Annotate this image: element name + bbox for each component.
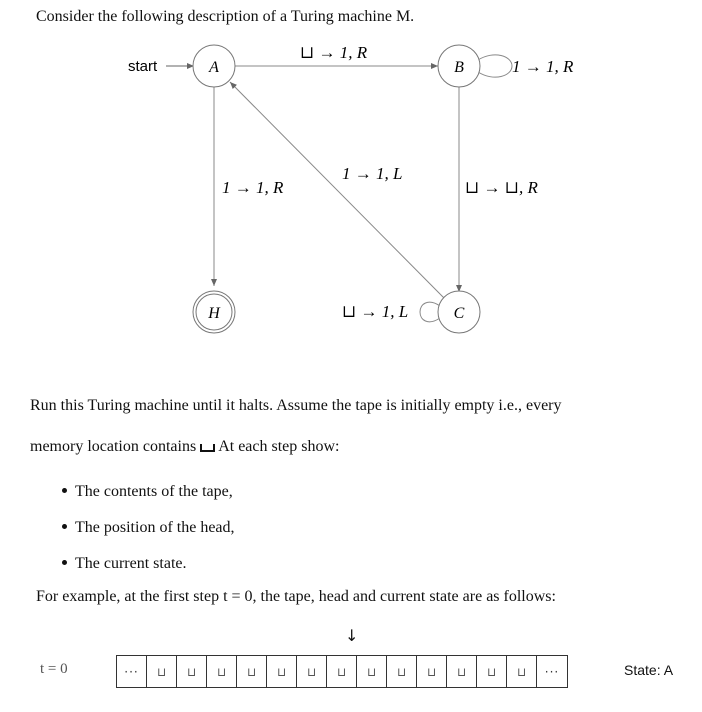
time-label: t = 0 [40,661,68,677]
state-a-label: A [209,59,219,76]
tape-cell: ··· [117,656,147,687]
tape-cell: ··· [544,664,560,679]
label-c-to-a: 1 → 1, L [342,164,403,183]
bullet-item [62,483,233,501]
bullet-dot-icon [62,524,67,529]
tape-cell: ⊔ [357,656,387,687]
tape-cell: ⊔ [387,656,417,687]
state-c-label: C [453,305,465,322]
instruction-line-2-end: At each step show: [218,438,340,455]
blank-symbol-icon [200,444,215,452]
loop-b [478,55,512,77]
state-b-label: B [454,59,464,76]
instruction-line-1: Run this Turing machine until it halts. Assume the tape is initially empty i.e., every [30,397,562,414]
loop-c [420,302,440,322]
state-h-label: H [208,305,220,322]
tape-cell: ⊔ [507,656,537,687]
tape-cell: ⊔ [417,656,447,687]
bullet-text: The position of the head, [75,519,235,536]
label-a-to-b: ⊔ → 1, R [300,43,368,62]
tape-cell: ⊔ [297,656,327,687]
tape-cell: ⊔ [207,656,237,687]
bullet-dot-icon [62,488,67,493]
tape-cell: ⊔ [267,656,297,687]
start-label: start [128,58,158,75]
bullet-item [62,519,235,537]
bullet-text: The current state. [75,555,187,572]
tape [116,655,568,688]
example-text: For example, at the first step t = 0, the tape, head and current state are as follows: [36,588,556,605]
tape-cell: ⊔ [147,656,177,687]
bullet-dot-icon [62,560,67,565]
instruction-line-2-start: memory location contains [30,438,197,455]
label-c-loop: ⊔ → 1, L [342,302,409,321]
label-a-to-h: 1 → 1, R [222,178,284,197]
intro-text: Consider the following description of a Turing machine M. [36,8,415,25]
bullet-text: The contents of the tape, [75,483,233,500]
tape-cell: ⊔ [237,656,267,687]
instruction-line-2 [30,438,340,456]
current-state-label: State: A [624,662,674,678]
tape-cell: ⊔ [447,656,477,687]
label-b-loop: 1 → 1, R [512,57,574,76]
tape-cell: ⊔ [477,656,507,687]
turing-machine-diagram [0,36,702,346]
tape-cell: ⊔ [177,656,207,687]
bullet-item [62,555,187,573]
head-pointer-icon: ↓ [345,626,359,645]
tape-cell: ⊔ [327,656,357,687]
label-b-to-c: ⊔ → ⊔, R [465,178,538,197]
